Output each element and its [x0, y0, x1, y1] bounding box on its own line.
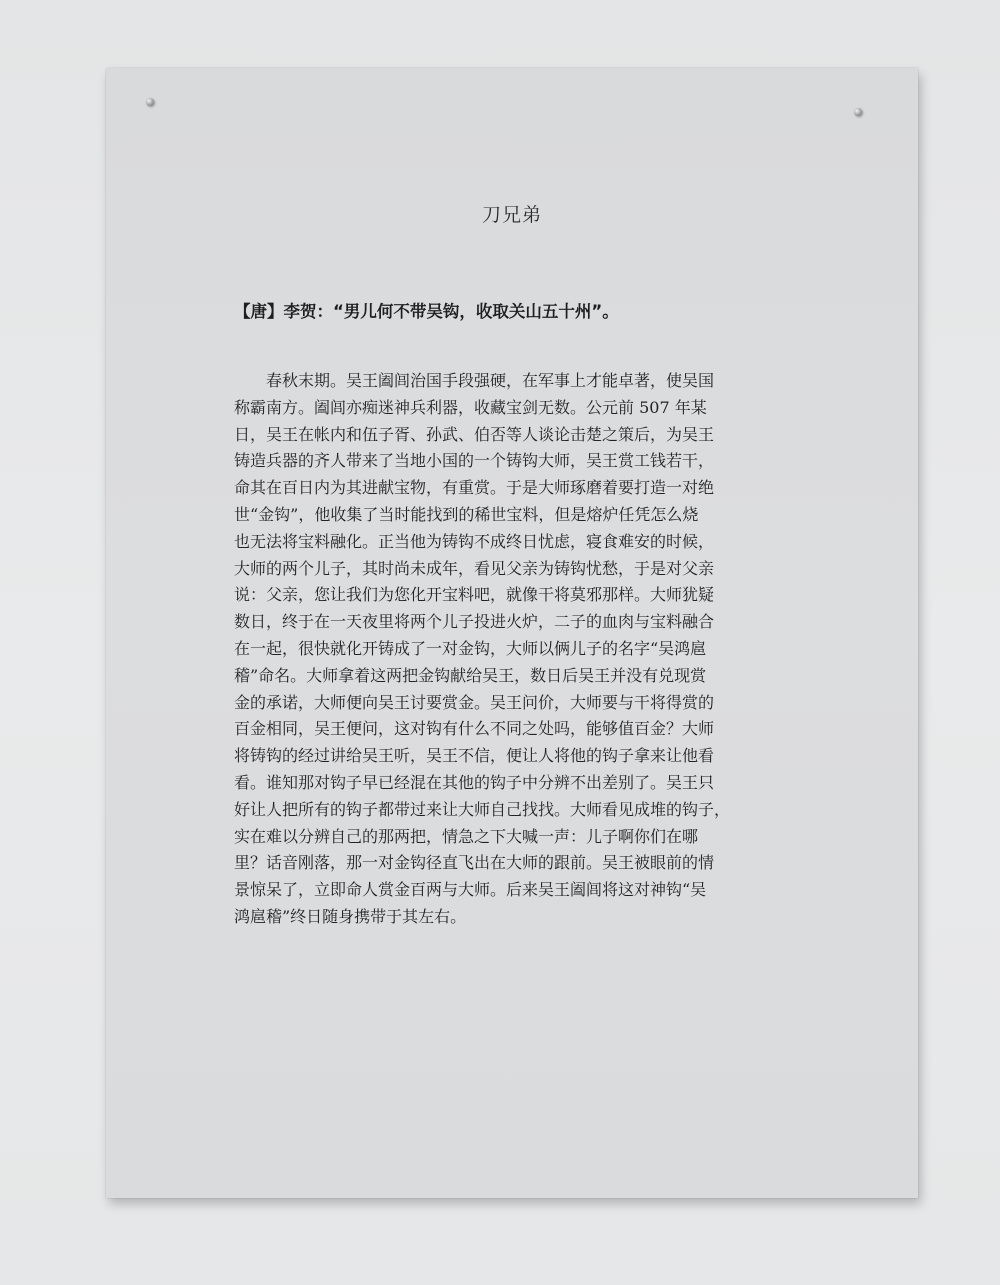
body-line: 数日，终于在一天夜里将两个儿子投进火炉，二子的血肉与宝料融合: [234, 612, 715, 632]
body-line: 实在难以分辨自己的那两把，情急之下大喊一声：儿子啊你们在哪: [234, 826, 699, 846]
body-line: 里？话音刚落，那一对金钩径直飞出在大师的跟前。吴王被眼前的情: [234, 853, 715, 873]
body-line: 看。谁知那对钩子早已经混在其他的钩子中分辨不出差别了。吴王只: [234, 772, 715, 792]
body-line: 将铸钩的经过讲给吴王听，吴王不信，便让人将他的钩子拿来让他看: [234, 746, 715, 766]
body-line: 春秋末期。吴王阖闾治国手段强硬，在军事上才能卓著，使吴国: [234, 371, 715, 390]
body-line: 说：父亲，您让我们为您化开宝料吧，就像干将莫邪那样。大师犹疑: [234, 585, 715, 605]
body-line: 铸造兵器的齐人带来了当地小国的一个铸钩大师，吴王赏工钱若干，: [234, 451, 715, 471]
body-line: 称霸南方。阖闾亦痴迷神兵利器，收藏宝剑无数。公元前 507 年某: [234, 397, 707, 417]
right-pin-icon: [854, 108, 862, 116]
body-line: 世“金钩”，他收集了当时能找到的稀世宝料，但是熔炉任凭怎么烧: [234, 504, 699, 524]
wall-document-sheet: [106, 68, 918, 1198]
body-line: 金的承诺，大师便向吴王讨要赏金。吴王问价，大师要与干将得赏的: [234, 692, 715, 712]
poem-quote: 【唐】李贺：“男儿何不带吴钩，收取关山五十州”。: [234, 302, 619, 321]
body-line: 大师的两个儿子，其时尚未成年，看见父亲为铸钩忧愁，于是对父亲: [234, 558, 715, 578]
body-line: 稽”命名。大师拿着这两把金钩献给吴王，数日后吴王并没有兑现赏: [234, 665, 707, 685]
body-line: 命其在百日内为其进献宝物，有重赏。于是大师琢磨着要打造一对绝: [234, 478, 715, 498]
body-line: 景惊呆了，立即命人赏金百两与大师。后来吴王阖闾将这对神钩“吴: [234, 880, 707, 900]
body-line: 日，吴王在帐内和伍子胥、孙武、伯否等人谈论击楚之策后，为吴王: [234, 424, 715, 444]
body-line: 好让人把所有的钩子都带过来让大师自己找找。大师看见成堆的钩子，: [234, 799, 731, 819]
body-line: 百金相同，吴王便问，这对钩有什么不同之处吗，能够值百金？大师: [234, 719, 715, 739]
body-line: 在一起，很快就化开铸成了一对金钩，大师以俩儿子的名字“吴鸿扈: [234, 638, 707, 658]
body-line: 也无法将宝料融化。正当他为铸钩不成终日忧虑，寝食难安的时候，: [234, 531, 715, 551]
document-title: 刀兄弟: [481, 204, 542, 226]
body-line: 鸿扈稽”终日随身携带于其左右。: [234, 906, 467, 926]
body-paragraph: [234, 368, 814, 931]
left-pin-icon: [146, 98, 154, 106]
